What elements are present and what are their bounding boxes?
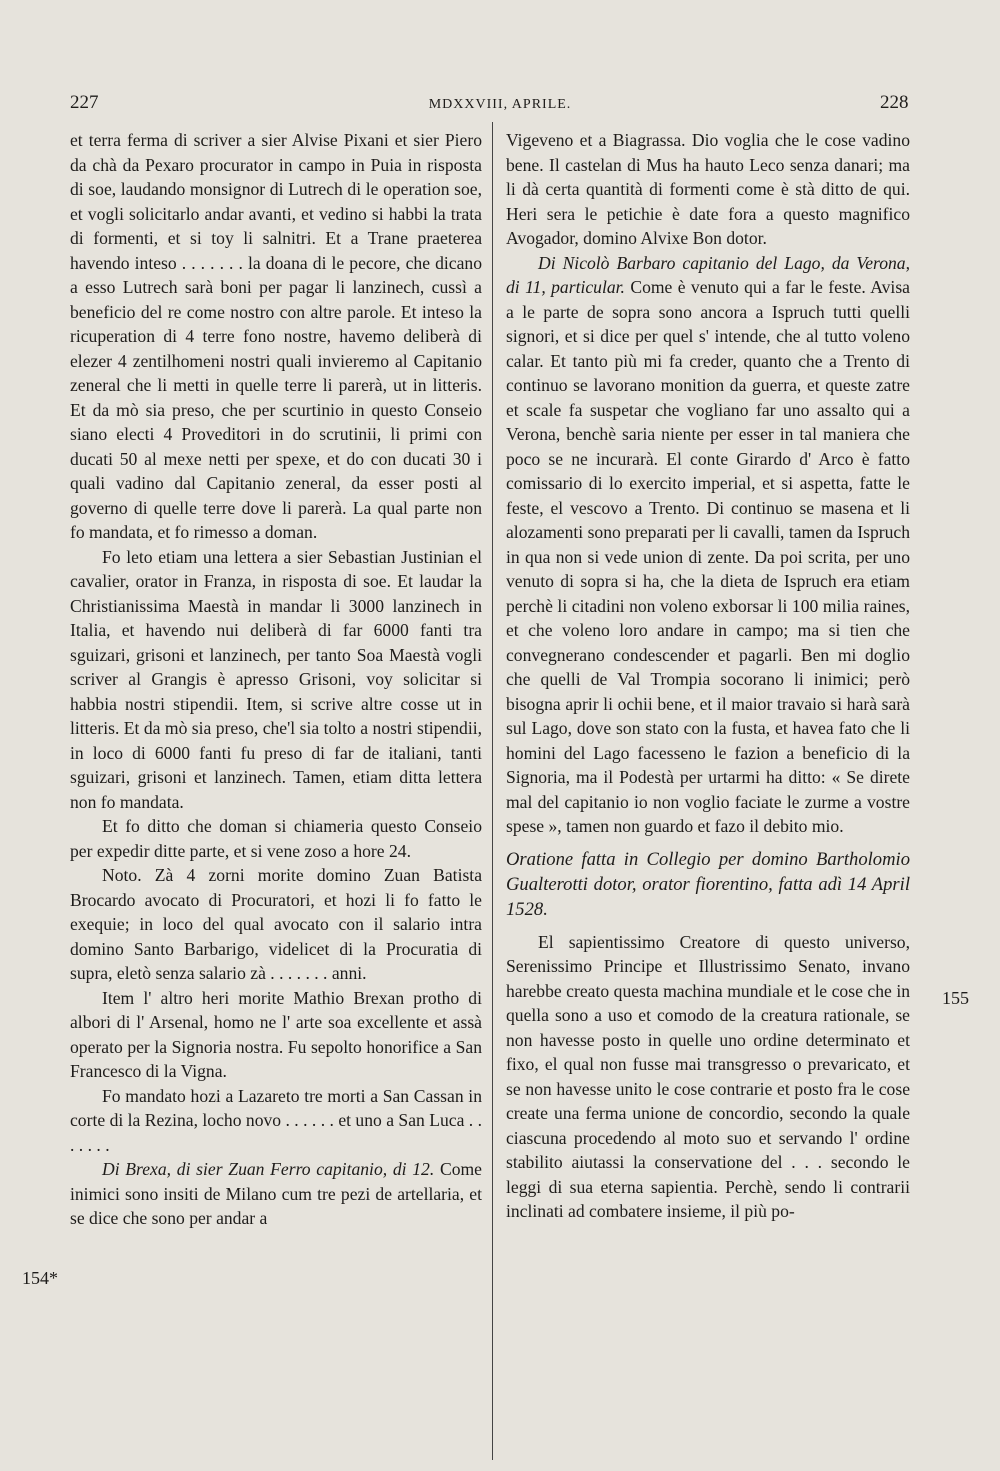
letter-text: Come è venuto qui a far le feste. Avisa a le parte de sopra sono ancora a Ispruch tutti quelli signori, et si dice per quel s' intende, che al tutto voleno calar. Et tanto più mi fa creder, quanto che a Trento di continuo se lavorano monition da guerra, et queste zatre et scale fa suspetar che vogliano far uno assalto qui a Verona, benchè saria niente per esser in tal maniera che poco se ne incurarà. El conte Girardo d' Arco è fatto comissario di lo exercito imperial, et si aspetta, fatte le feste, el vescovo a Trento. Di continuo se masena et li alozamenti sono preparati per li cavalli, tamen da Ispruch in qua non si vede union di zente. Da poi scrita, per uno venuto di sopra si ha, che la dieta de Ispruch era etiam perchè li citadini non voleno exborsar li 100 milia raines, et che voleno loro andare in campo; ma si tien che convegnerano condescender et pagarli. Ben mi doglio che quelli de Val Trompia socorano li inimici; però bisogna aprir li ochii bene, et il maior travaio si harà sarà sul Lago, dove son stato con la fusta, et havea fato che li homini del Lago facesseno le fazion a beneficio di la Signoria, ma il Podestà per urtarmi ha ditto: « Se direte mal del capitanio io non voglio faciate le zurme a vostre spese », tamen non guardo et fazo il debito mio. bbox=[506, 277, 911, 836]
right-column bbox=[506, 128, 910, 1224]
column-divider bbox=[492, 122, 493, 1460]
page-number-left: 227 bbox=[70, 92, 99, 113]
paragraph bbox=[70, 1157, 482, 1231]
paragraph: Item l' altro heri morite Mathio Brexan protho di albori di l' Arsenal, homo ne l' arte soa excellente et assà operato per la Signoria nostra. Fu sepolto honorifice a San Francesco di la Vigna. bbox=[70, 987, 482, 1081]
margin-note-left: 154* bbox=[22, 1268, 58, 1288]
paragraph: El sapientissimo Creatore di questo universo, Serenissimo Principe et Illustrissimo Senato, invano harebbe creato questa machina mundiale et le cose che in quella sono a uso et comodo de la creatura rationale, se non havesse posto in quelle uno ordine determinato et fixo, el qual non fusse mai transgresso o prevaricato, et se non havesse unito le cose contrarie et posto fra le cose create una ferma unione de concordio, secondo la quale ciascuna procedendo al moto suo et servando l' ordine stabilito aiutassi la conservatione del . . . secondo le leggi di sua eterna sapientia. Perchè, sendo li contrarii inclinati ad combatere insieme, il più po- bbox=[506, 931, 910, 1221]
paragraph: Noto. Zà 4 zorni morite domino Zuan Batista Brocardo avocato di Procuratori, et hozi li fo fatto le exequie; in loco del qual avocato con il salario intra domino Santo Barbarigo, videlicet di la Procuratia di supra, eletò senza salario zà . . . . . . . anni. bbox=[70, 865, 482, 983]
paragraph: Fo mandato hozi a Lazareto tre morti a San Cassan in corte di la Rezina, locho novo . . . . . . et uno a San Luca . . . . . . . bbox=[70, 1085, 482, 1155]
page-number-right: 228 bbox=[880, 92, 909, 113]
paragraph bbox=[506, 251, 910, 839]
left-column bbox=[70, 128, 482, 1231]
paragraph: Fo leto etiam una lettera a sier Sebastian Justinian el cavalier, orator in Franza, in risposta di soe. Et laudar la Christianissima Maestà in mandar li 3000 lanzinech in Italia, et havendo nui deliberà di far 6000 fanti tra sguizari, grisoni et lanzinech, per tanto Soa Maestà vogli scriver al Grangis è apresso Grisoni, voy solicitar si habbia nostri stipendii. Item, si scrive altre cosse ut in litteris. Et da mò sia preso, che'l sia tolto a nostri stipendii, in loco di 6000 fanti fu preso di far de italiani, tanti sguizari, grisoni et lanzinech. Tamen, etiam ditta lettera non fo mandata. bbox=[70, 546, 482, 812]
section-heading: Oratione fatta in Collegio per domino Bartholomio Gualterotti dotor, orator fiorentino, fatta adì 14 April 1528. bbox=[506, 848, 910, 920]
paragraph: et terra ferma di scriver a sier Alvise Pixani et sier Piero da chà da Pexaro procurator in campo in Puia in risposta di soe, laudando monsignor di Lutrech di le operation soe, et vogli solicitarlo andar avanti, et vedino si habbi la trata di formenti, et si toy li salnitri. Et a Trane praeterea havendo inteso . . . . . . . la doana di le pecore, che dicano a esso Lutrech sarà boni per pagar li lanzinech, cussì a beneficio del re come nostro con altre parole. Et inteso la ricuperation di 4 terre fono nostre, havemo deliberà di elezer 4 zentilhomeni nostri quali invieremo al Capitanio zeneral che li metti in quelle terre li parerà, ut in litteris. Et da mò sia preso, che per scurtinio in questo Conseio siano electi 4 Proveditori in do scrutinii, li primi con ducati 50 al mexe netti per spexe, et do con ducati 30 i quali vadino dal Capitanio zeneral, da esser posti al governo di quelle terre dove li parerà. La qual parte non fo mandata, et fo rimesso a doman. bbox=[70, 130, 482, 542]
paragraph: Et fo ditto che doman si chiameria questo Conseio per expedir ditte parte, et si vene zoso a hore 24. bbox=[70, 816, 482, 861]
paragraph: Vigeveno et a Biagrassa. Dio voglia che le cose vadino bene. Il castelan di Mus ha hauto Leco senza danari; ma li dà certa quantità di formenti come è stà ditto de qui. Heri sera le petichie è date fora a questo magnifico Avogador, domino Alvixe Bon dotor. bbox=[506, 130, 910, 248]
letter-heading: Di Nicolò Barbaro capitanio del Lago, da Verona, di 11, particular. bbox=[506, 252, 910, 297]
running-header: MDXXVIII, APRILE. bbox=[428, 97, 572, 112]
margin-note-right: 155 bbox=[942, 988, 969, 1008]
letter-text: Come inimici sono insiti de Milano cum tre pezi de artellaria, et se dice che sono per andar a bbox=[70, 1159, 482, 1228]
letter-heading: Di Brexa, di sier Zuan Ferro capitanio, di 12. bbox=[102, 1159, 435, 1179]
